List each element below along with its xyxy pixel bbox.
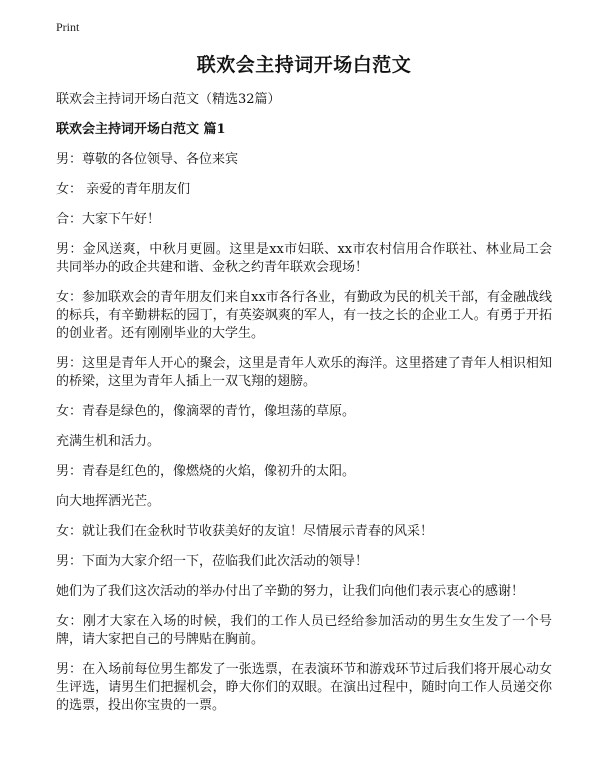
paragraph: 她们为了我们这次活动的举办付出了辛勤的努力，让我们向他们表示衷心的感谢！: [56, 584, 525, 599]
paragraph: 男：在入场前每位男生都发了一张选票，在表演环节和游戏环节过后我们将开展心动女生评选，请男生们把握机会，睁大你们的双眼。在演出过程中，随时向工作人员递交你的选票，投出你宝贵的一票。: [56, 662, 552, 713]
print-link[interactable]: Print: [56, 20, 80, 34]
document-page: [56, 50, 552, 727]
paragraph: 女：参加联欢会的青年朋友们来自xx市各行各业，有勤政为民的机关干部，有金融战线的标兵，有辛勤耕耘的园丁，有英姿飒爽的军人，有一技之长的企业工人。有勇于开拓的创业者。还有刚刚毕业的大学生。: [56, 290, 552, 341]
paragraph: 男：这里是青年人开心的聚会，这里是青年人欢乐的海洋。这里搭建了青年人相识相知的桥梁，这里为青年人插上一双飞翔的翅膀。: [56, 356, 552, 389]
document-subtitle: 联欢会主持词开场白范文（精选32篇）: [56, 92, 281, 107]
paragraph: 男：下面为大家介绍一下，莅临我们此次活动的领导！: [56, 554, 369, 569]
paragraph: 向大地挥洒光芒。: [56, 494, 161, 509]
paragraph: 男：金风送爽，中秋月更圆。这里是xx市妇联、xx市农村信用合作联社、林业局工会共同举办的政企共建和谐、金秋之约青年联欢会现场！: [56, 242, 552, 275]
paragraph: 男：青春是红色的，像燃烧的火焰，像初升的太阳。: [56, 464, 356, 479]
paragraph: 男：尊敬的各位领导、各位来宾: [56, 152, 239, 167]
paragraph: 女：就让我们在金秋时节收获美好的友谊！尽情展示青春的风采！: [56, 524, 434, 539]
paragraph: 女： 亲爱的青年朋友们: [56, 182, 191, 197]
paragraph: 女：青春是绿色的，像滴翠的青竹，像坦荡的草原。: [56, 404, 356, 419]
section-heading: 联欢会主持词开场白范文 篇1: [56, 122, 226, 137]
paragraph: 合：大家下午好！: [56, 212, 161, 227]
paragraph: 女：刚才大家在入场的时候，我们的工作人员已经给参加活动的男生女生发了一个号牌，请大家把自己的号牌贴在胸前。: [56, 614, 552, 647]
document-title: 联欢会主持词开场白范文: [196, 54, 412, 76]
paragraph: 充满生机和活力。: [56, 434, 161, 449]
